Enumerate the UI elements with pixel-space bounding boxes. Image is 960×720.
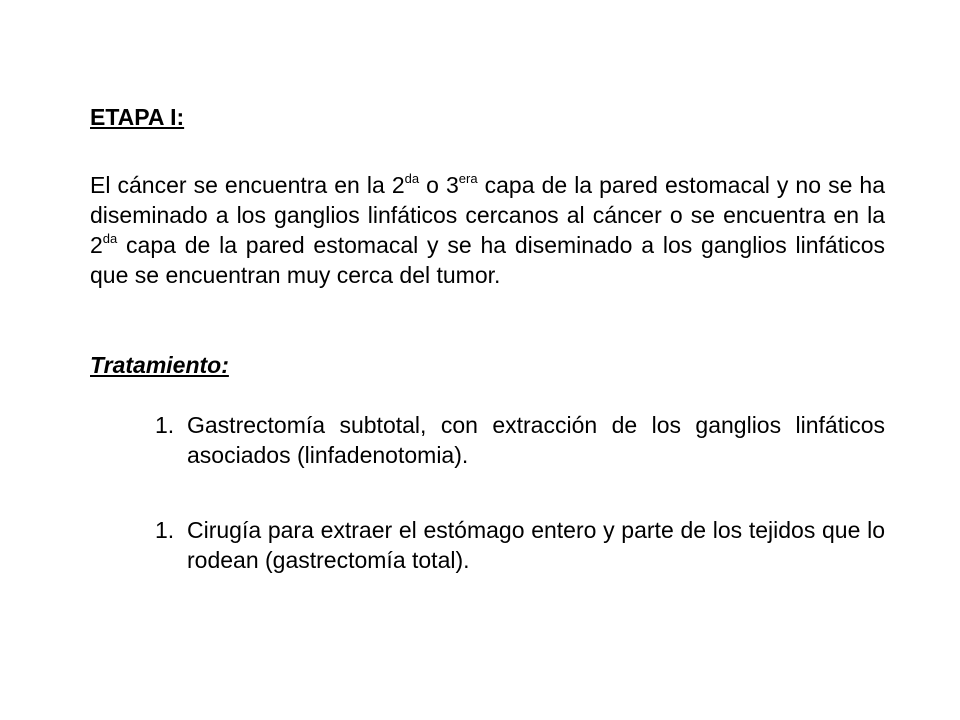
list-item <box>155 515 885 575</box>
description-text-4: capa de la pared estomacal y se ha diseminado a los ganglios linfáticos que se encuentran muy cerca del tumor. <box>90 232 885 288</box>
treatment-heading: Tratamiento: <box>90 352 229 378</box>
description-text-3: capa de la pared estomacal y no se ha diseminado a los ganglios linfáticos cercanos al cáncer o se encuentra en la 2 <box>90 172 885 258</box>
superscript-3: da <box>102 231 118 247</box>
description-text-1: El cáncer se encuentra en la 2 <box>90 172 405 198</box>
stage-heading: ETAPA I: <box>90 104 185 130</box>
list-item-number: 1. <box>155 517 175 543</box>
description-text-2: o 3 <box>419 172 459 198</box>
superscript-1: da <box>404 171 420 187</box>
list-item-number: 1. <box>155 412 175 438</box>
superscript-2: era <box>458 171 478 187</box>
stage-description <box>90 170 885 290</box>
list-item-text: Gastrectomía subtotal, con extracción de los ganglios linfáticos asociados (linfadenotomia). <box>187 412 885 468</box>
list-item <box>155 410 885 470</box>
list-item-text: Cirugía para extraer el estómago entero y parte de los tejidos que lo rodean (gastrectomía total). <box>187 517 885 573</box>
